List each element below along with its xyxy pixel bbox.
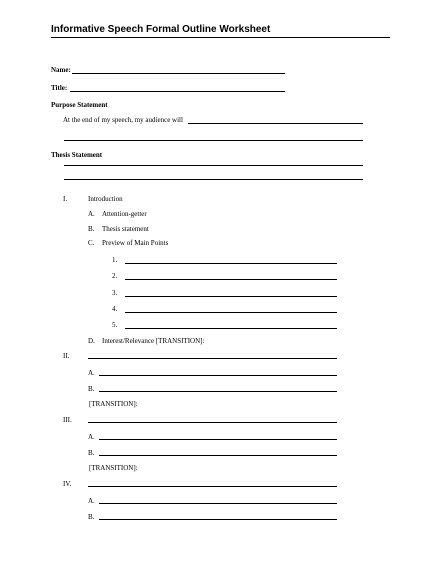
- section-2-transition: [TRANSITION]:: [89, 400, 138, 408]
- section-4-a-letter: A.: [88, 497, 95, 505]
- purpose-field-2[interactable]: [64, 140, 363, 141]
- intro-d-text: Interest/Relevance [TRANSITION]:: [102, 337, 205, 345]
- section-4-b-field[interactable]: [99, 519, 337, 520]
- section-3-a-letter: A.: [88, 433, 95, 441]
- purpose-field-1[interactable]: [188, 123, 363, 124]
- section-4-numeral: IV.: [63, 480, 72, 488]
- intro-b-text: Thesis statement: [102, 225, 149, 233]
- purpose-lead: At the end of my speech, my audience will: [63, 116, 183, 124]
- section-2-b-letter: B.: [88, 385, 95, 393]
- point-3-number: 3.: [112, 289, 118, 297]
- intro-c-text: Preview of Main Points: [102, 239, 169, 247]
- intro-numeral: I.: [63, 195, 68, 203]
- thesis-heading: Thesis Statement: [51, 151, 103, 159]
- section-3-b-field[interactable]: [99, 455, 337, 456]
- section-2-numeral: II.: [63, 352, 70, 360]
- thesis-field-2[interactable]: [64, 179, 363, 180]
- section-2-a-field[interactable]: [99, 375, 337, 376]
- title-field[interactable]: [70, 91, 285, 92]
- section-4-a-field[interactable]: [99, 503, 337, 504]
- point-3-field[interactable]: [125, 296, 337, 297]
- point-4-number: 4.: [112, 305, 118, 313]
- point-2-field[interactable]: [125, 279, 337, 280]
- intro-b-letter: B.: [88, 225, 95, 233]
- name-label: Name:: [51, 66, 71, 74]
- section-2-a-letter: A.: [88, 369, 95, 377]
- intro-c-letter: C.: [88, 239, 95, 247]
- point-5-field[interactable]: [125, 328, 337, 329]
- intro-a-letter: A.: [88, 210, 95, 218]
- section-3-transition: [TRANSITION]:: [89, 464, 138, 472]
- point-1-number: 1.: [112, 256, 118, 264]
- point-4-field[interactable]: [125, 312, 337, 313]
- section-3-b-letter: B.: [88, 449, 95, 457]
- title-underline: [51, 37, 390, 38]
- section-2-field[interactable]: [88, 358, 337, 359]
- section-3-a-field[interactable]: [99, 439, 337, 440]
- section-4-field[interactable]: [88, 486, 337, 487]
- intro-a-text: Attention-getter: [102, 210, 147, 218]
- section-3-field[interactable]: [88, 422, 337, 423]
- point-2-number: 2.: [112, 272, 118, 280]
- title-label: Title:: [51, 84, 68, 92]
- section-3-numeral: III.: [63, 416, 72, 424]
- intro-d-letter: D.: [88, 337, 95, 345]
- section-2-b-field[interactable]: [99, 391, 337, 392]
- point-5-number: 5.: [112, 321, 118, 329]
- intro-label: Introduction: [88, 195, 123, 203]
- thesis-field-1[interactable]: [64, 165, 363, 166]
- point-1-field[interactable]: [125, 263, 337, 264]
- name-field[interactable]: [72, 73, 285, 74]
- purpose-heading: Purpose Statement: [51, 101, 108, 109]
- page-title: Informative Speech Formal Outline Worksheet: [51, 24, 271, 35]
- section-4-b-letter: B.: [88, 513, 95, 521]
